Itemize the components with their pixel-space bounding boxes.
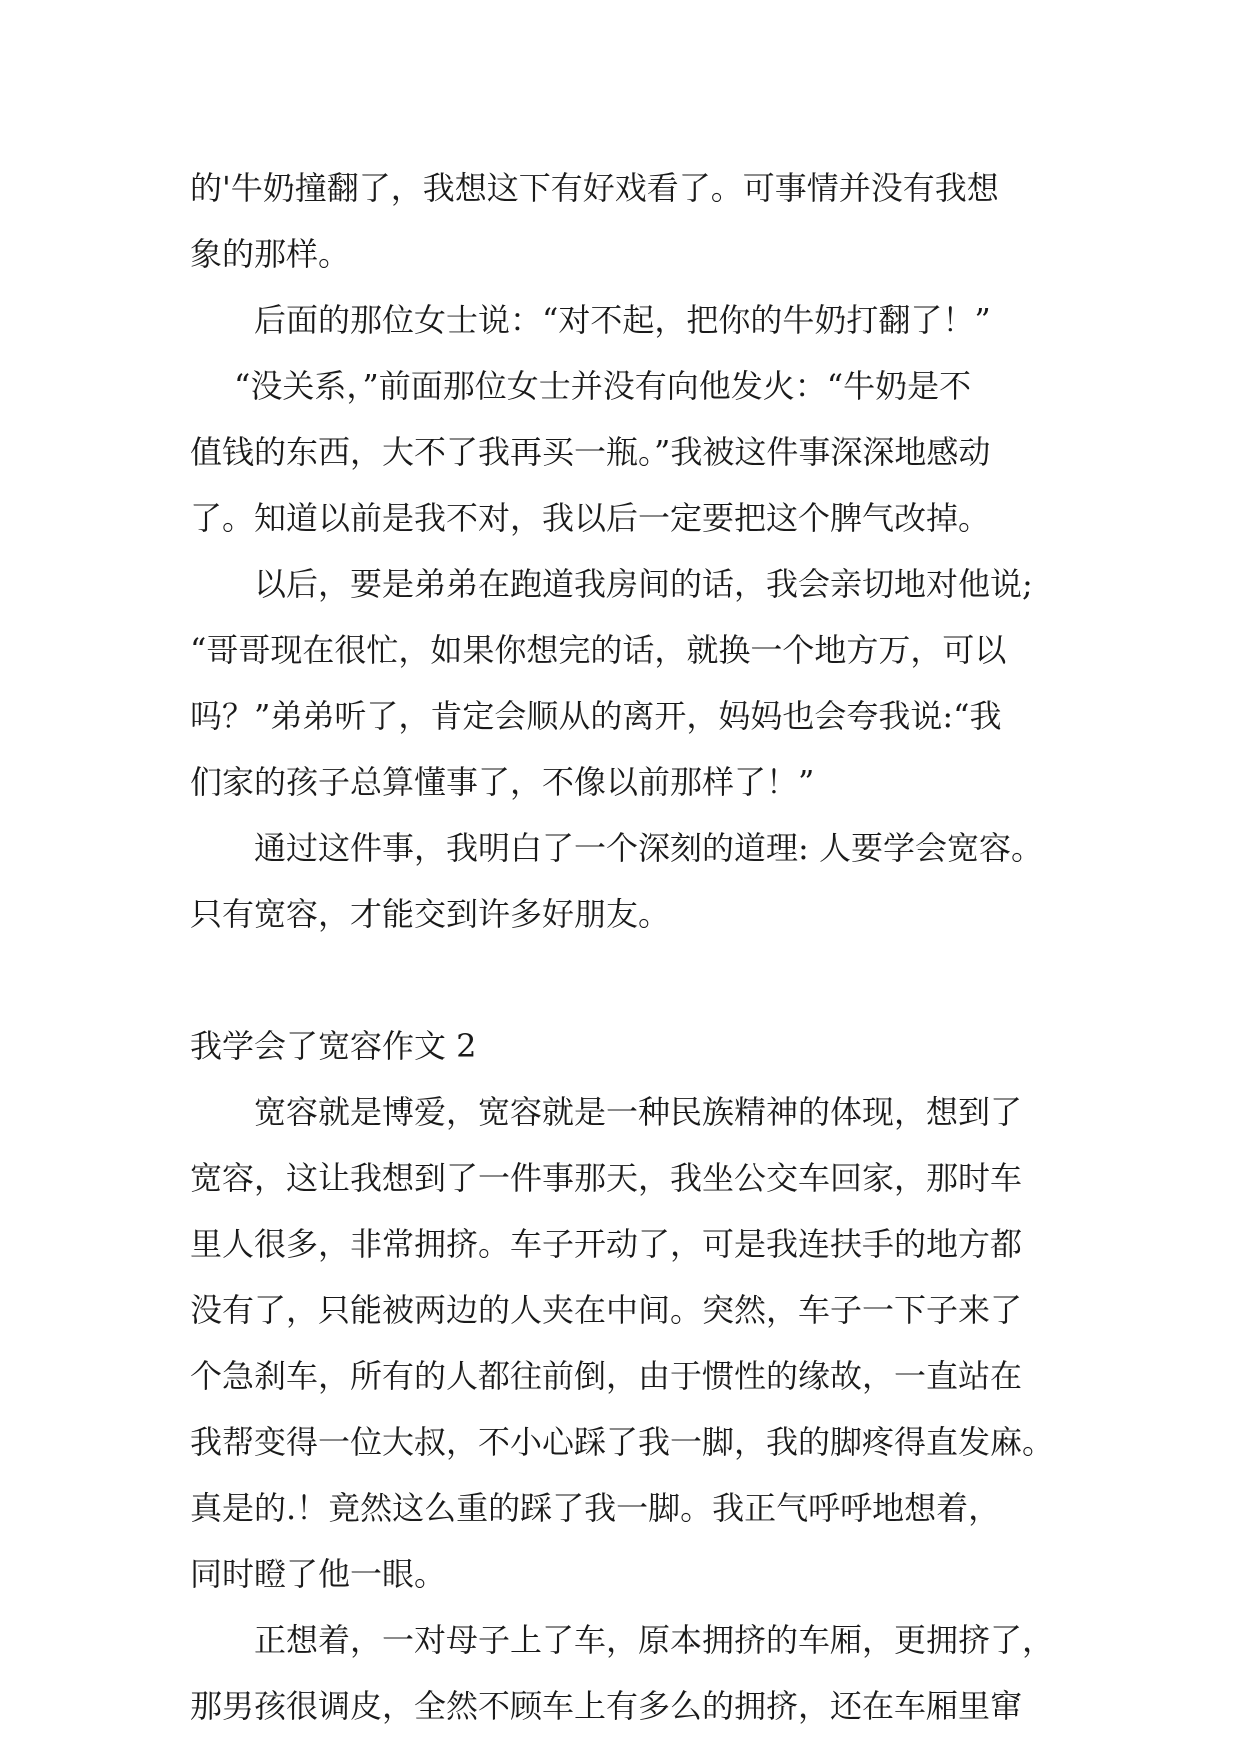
paragraph-line: 正想着，一对母子上了车，原本拥挤的车厢，更拥挤了， xyxy=(254,1621,1055,1659)
text-line: 真是的.！竟然这么重的踩了我一脚。我正气呼呼地想着， xyxy=(190,1489,1001,1527)
text-line: 我帮变得一位大叔，不小心踩了我一脚，我的脚疼得直发麻。 xyxy=(190,1423,1055,1461)
text-line: 象的那样。 xyxy=(190,235,351,273)
text-line: 宽容，这让我想到了一件事那天，我坐公交车回家，那时车 xyxy=(190,1159,1023,1197)
text-line: 的'牛奶撞翻了，我想这下有好戏看了。可事情并没有我想 xyxy=(190,169,999,207)
text-line: 那男孩很调皮，全然不顾车上有多么的拥挤，还在车厢里窜 xyxy=(190,1687,1023,1725)
text-line: 同时瞪了他一眼。 xyxy=(190,1555,447,1593)
text-line: 没有了，只能被两边的人夹在中间。突然，车子一下子来了 xyxy=(190,1291,1023,1329)
text-line: 只有宽容，才能交到许多好朋友。 xyxy=(190,895,671,933)
paragraph-line: 通过这件事，我明白了一个深刻的道理: 人要学会宽容。 xyxy=(254,829,1043,867)
section-gap xyxy=(190,947,1050,1013)
text-line: 了。知道以前是我不对，我以后一定要把这个脾气改掉。 xyxy=(190,499,991,537)
section-heading: 我学会了宽容作文 2 xyxy=(190,1027,477,1065)
text-line: “哥哥现在很忙，如果你想完的话，就换一个地方万，可以 xyxy=(190,631,1007,669)
paragraph-line: 宽容就是博爱，宽容就是一种民族精神的体现，想到了 xyxy=(254,1093,1023,1131)
text-line: 们家的孩子总算懂事了，不像以前那样了！” xyxy=(190,763,815,801)
paragraph-line: 以后，要是弟弟在跑道我房间的话，我会亲切地对他说; xyxy=(254,565,1033,603)
text-line: 值钱的东西，大不了我再买一瓶。”我被这件事深深地感动 xyxy=(190,433,991,471)
text-line: 吗？”弟弟听了，肯定会顺从的离开，妈妈也会夸我说:“我 xyxy=(190,697,1002,735)
paragraph-line: “没关系，”前面那位女士并没有向他发火：“牛奶是不 xyxy=(234,367,972,405)
paragraph-line: 后面的那位女士说：“对不起，把你的牛奶打翻了！” xyxy=(254,301,991,339)
text-line: 个急刹车，所有的人都往前倒，由于惯性的缘故，一直站在 xyxy=(190,1357,1023,1395)
text-line: 里人很多，非常拥挤。车子开动了，可是我连扶手的地方都 xyxy=(190,1225,1023,1263)
document-page xyxy=(190,155,1055,1739)
